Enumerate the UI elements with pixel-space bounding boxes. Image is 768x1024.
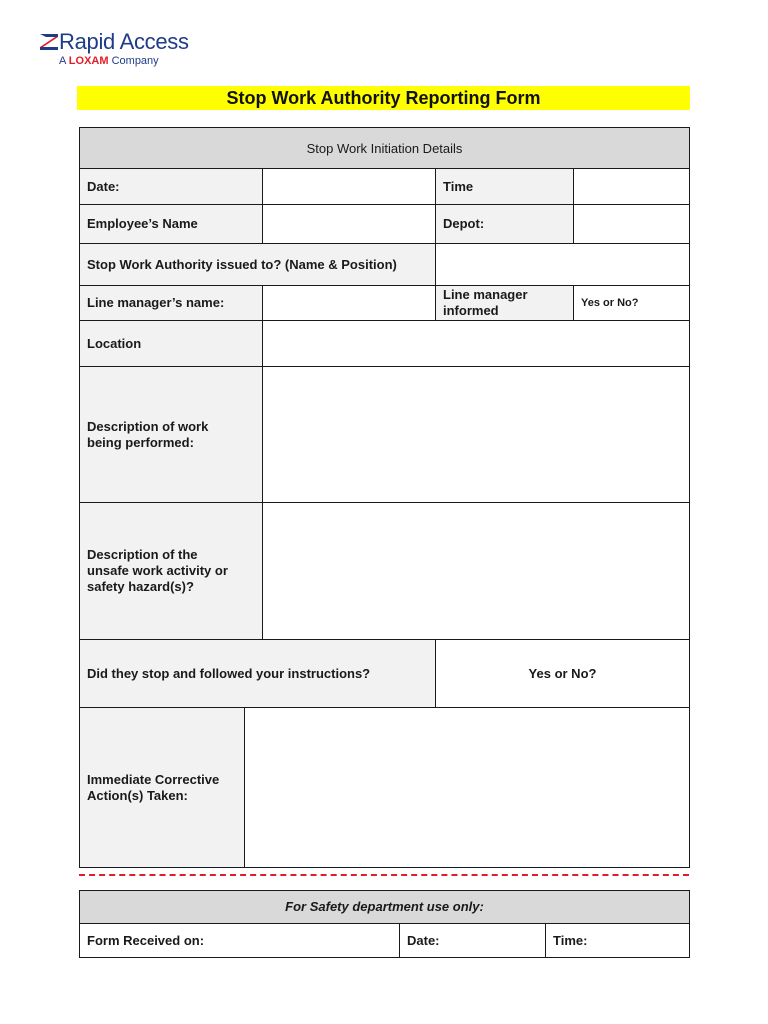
section-header: Stop Work Initiation Details [80,128,690,169]
logo-tagline [59,55,159,68]
form-received-field[interactable]: Form Received on: [80,924,400,958]
date-input-cell[interactable] [263,169,436,205]
unsafe-activity-line-3: safety hazard(s)? [87,579,194,594]
unsafe-activity-line-2: unsafe work activity or [87,563,228,578]
work-description-line-2: being performed: [87,434,194,450]
safety-header: For Safety department use only: [80,891,690,924]
issued-to-label: Stop Work Authority issued to? (Name & Position) [80,244,436,286]
depot-input-cell[interactable] [574,205,690,244]
safety-time-field[interactable]: Time: [546,924,690,958]
line-manager-name-label: Line manager’s name: [80,286,263,321]
corrective-action-input-cell[interactable] [245,708,690,868]
issued-to-input-cell[interactable] [436,244,690,286]
corrective-action-label [80,708,245,868]
logo-brand-name: Rapid Access [59,29,189,54]
form-title: Stop Work Authority Reporting Form [77,86,690,110]
unsafe-activity-line-1: Description of the [87,547,198,562]
company-logo [39,30,199,72]
work-description-line-1: Description of work [87,418,209,434]
employee-name-label: Employee’s Name [80,205,263,244]
logo-tag-suffix: Company [111,55,159,67]
line-manager-informed-value[interactable]: Yes or No? [574,286,690,321]
location-label: Location [80,321,263,367]
tear-off-divider [79,874,689,876]
line-manager-informed-label: Line manager informed [436,286,574,321]
time-input-cell[interactable] [574,169,690,205]
unsafe-activity-input-cell[interactable] [263,503,690,640]
safety-department-table [79,890,690,958]
followed-instructions-value[interactable]: Yes or No? [436,640,690,708]
initiation-details-table [79,127,690,708]
work-description-input-cell[interactable] [263,367,690,503]
rapid-access-logo-icon [39,33,59,51]
date-label: Date: [80,169,263,205]
corrective-action-line-1: Immediate Corrective [87,771,220,787]
corrective-action-line-2: Action(s) Taken: [87,787,188,803]
line-manager-name-input-cell[interactable] [263,286,436,321]
corrective-action-table [79,707,690,868]
followed-instructions-label: Did they stop and followed your instructions? [80,640,436,708]
work-description-label [80,367,263,503]
location-input-cell[interactable] [263,321,690,367]
logo-tag-company: LOXAM [68,55,109,67]
depot-label: Depot: [436,205,574,244]
time-label: Time [436,169,574,205]
employee-name-input-cell[interactable] [263,205,436,244]
logo-tag-prefix: A [59,55,66,67]
unsafe-activity-label [80,503,263,640]
safety-date-field[interactable]: Date: [400,924,546,958]
